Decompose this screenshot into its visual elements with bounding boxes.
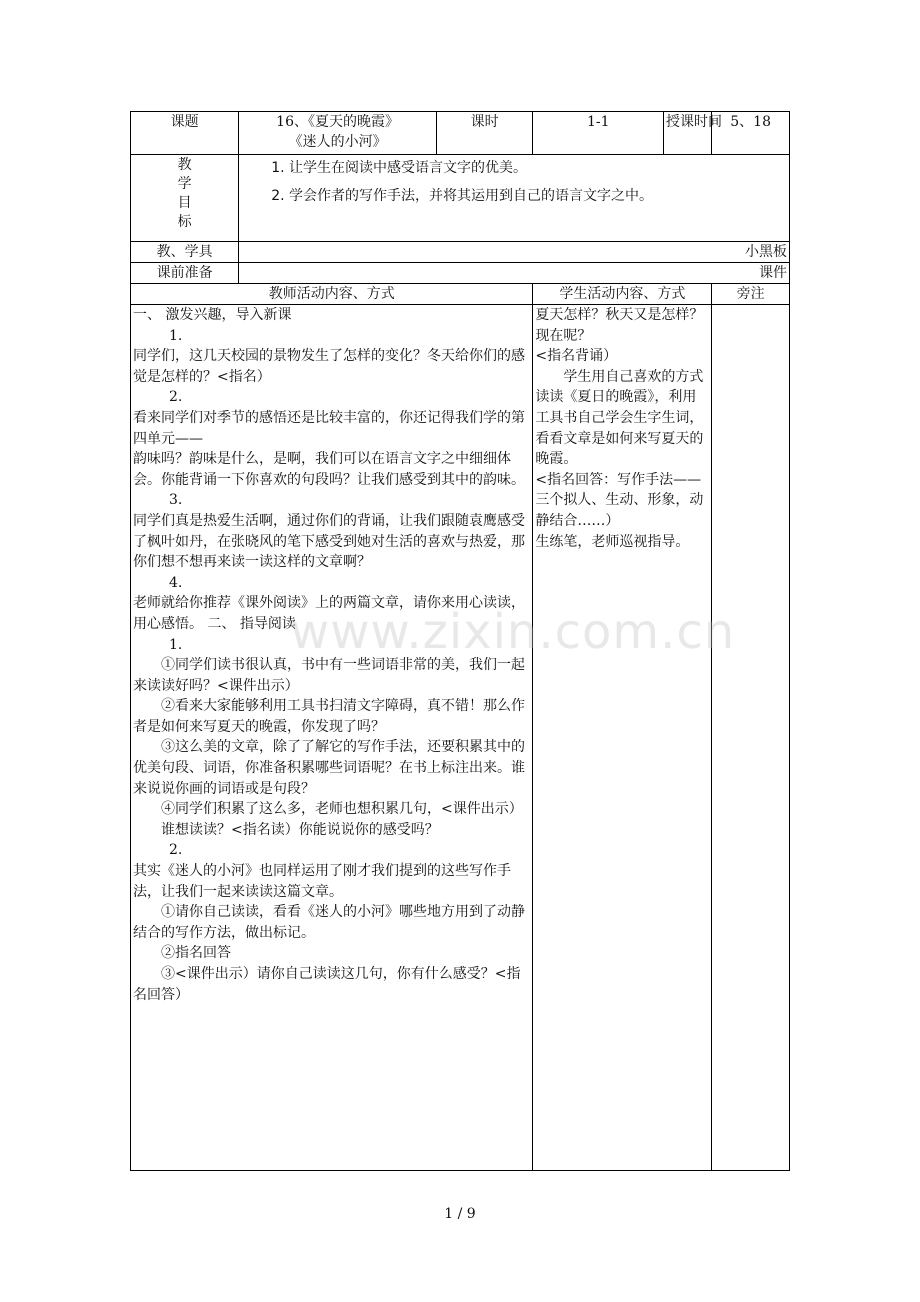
teacher-paragraph: 2.: [169, 842, 183, 859]
teacher-paragraph: 老师就给你推荐《课外阅读》上的两篇文章，请你来用心读读，用心感悟。 二、 指导阅读: [133, 595, 525, 632]
topic-value: [239, 112, 437, 155]
tools-value: 小黑板: [239, 242, 790, 263]
time-label: 授课时间: [664, 112, 712, 155]
tools-row: [131, 242, 790, 263]
goals-content: [239, 155, 790, 242]
period-value: 1-1: [533, 112, 664, 155]
goals-row: [131, 155, 790, 242]
teacher-paragraph: 1.: [169, 327, 183, 344]
teacher-paragraph: ②看来大家能够利用工具书扫清文字障碍，真不错！那么作者是如何来写夏天的晚霞，你发现了吗？: [133, 698, 525, 735]
student-paragraph: <指名回答：写作手法——: [535, 471, 702, 488]
header-row: [131, 112, 790, 155]
topic-label: 课题: [131, 112, 239, 155]
teacher-paragraph: 4.: [169, 574, 183, 591]
activity-row: [131, 305, 790, 1171]
notes-column-header: 旁注: [712, 284, 790, 305]
topic-line-2: 《迷人的小河》: [288, 134, 387, 150]
goals-label-char: 学: [177, 176, 192, 192]
teacher-paragraph: 1.: [169, 636, 183, 653]
teacher-paragraph: ③这么美的文章，除了了解它的写作手法，还要积累其中的优美句段、词语，你准备积累哪些词语呢？在书上标注出来。谁来说说你画的词语或是句段？: [133, 739, 525, 797]
teacher-paragraph: ①同学们读书很认真，书中有一些词语非常的美，我们一起来读读好吗？<课件出示）: [133, 657, 525, 694]
teacher-paragraph: 一、 激发兴趣，导入新课: [133, 307, 292, 323]
student-paragraph: 夏天怎样？秋天又是怎样？现在呢？: [535, 307, 704, 344]
teacher-paragraph: 2.: [169, 389, 183, 406]
teacher-activity-cell: [131, 305, 533, 1171]
prep-label: 课前准备: [131, 263, 239, 284]
teacher-column-header: 教师活动内容、方式: [131, 284, 533, 305]
watermark: www.zixin.com.cn: [290, 604, 736, 660]
teacher-paragraph: 其实《迷人的小河》也同样运用了刚才我们提到的这些写作手法，让我们一起来读读这篇文章。: [133, 863, 511, 900]
teacher-paragraph: ③<课件出示）请你自己读读这几句，你有什么感受？<指名回答）: [133, 966, 521, 1003]
teacher-paragraph: 同学们，这几天校园的景物发生了怎样的变化？冬天给你们的感觉是怎样的？<指名）: [133, 348, 525, 385]
teacher-paragraph: 韵味吗？韵味是什么，是啊，我们可以在语言文字之中细细体会。你能背诵一下你喜欢的句段吗？让我们感受到其中的韵味。: [133, 451, 525, 488]
notes-cell: [712, 305, 790, 1171]
goals-label-char: 教: [177, 157, 192, 173]
student-paragraph: 三个拟人、生动、形象，动静结合……）: [535, 492, 704, 529]
goal-item: 2. 学会作者的写作手法，并将其运用到自己的语言文字之中。: [271, 188, 654, 204]
period-label: 课时: [436, 112, 532, 155]
time-value: 5、18: [712, 112, 790, 155]
student-column-header: 学生活动内容、方式: [533, 284, 712, 305]
student-paragraph: 学生用自己喜欢的方式读读《夏日的晚霞》，利用工具书自己学会生字生词，看看文章是如何来写夏天的晚霞。: [535, 368, 704, 468]
column-header-row: [131, 284, 790, 305]
teacher-paragraph: ④同学们积累了这么多，老师也想积累几句，<课件出示）: [161, 801, 523, 818]
goal-item: 1. 让学生在阅读中感受语言文字的优美。: [271, 160, 528, 176]
teacher-paragraph: 同学们真是热爱生活啊，通过你们的背诵，让我们跟随袁鹰感受了枫叶如丹，在张晓风的笔下感受到她对生活的喜欢与热爱，那你们想不想再来读一读这样的文章啊？: [133, 512, 525, 571]
goals-label-char: 标: [177, 214, 192, 230]
student-paragraph: <指名背诵）: [535, 348, 618, 365]
prep-value: 课件: [239, 263, 790, 284]
teacher-paragraph: 3.: [169, 492, 183, 509]
goals-label: [131, 155, 239, 242]
teacher-paragraph: ②指名回答: [161, 945, 231, 962]
teacher-paragraph: 看来同学们对季节的感悟还是比较丰富的，你还记得我们学的第四单元——: [133, 409, 525, 447]
page-number: 1 / 9: [444, 1206, 476, 1222]
goals-label-char: 目: [177, 195, 192, 211]
student-activity-cell: [533, 305, 712, 1171]
tools-label: 教、学具: [131, 242, 239, 263]
topic-line-1: 16、《夏天的晚霞》: [276, 114, 399, 130]
teacher-paragraph: 谁想读读？<指名读）你能说说你的感受吗？: [161, 821, 439, 838]
teacher-paragraph: ①请你自己读读，看看《迷人的小河》哪些地方用到了动静结合的写作方法，做出标记。: [133, 904, 525, 941]
prep-row: [131, 263, 790, 284]
student-paragraph: 生练笔，老师巡视指导。: [535, 533, 690, 550]
